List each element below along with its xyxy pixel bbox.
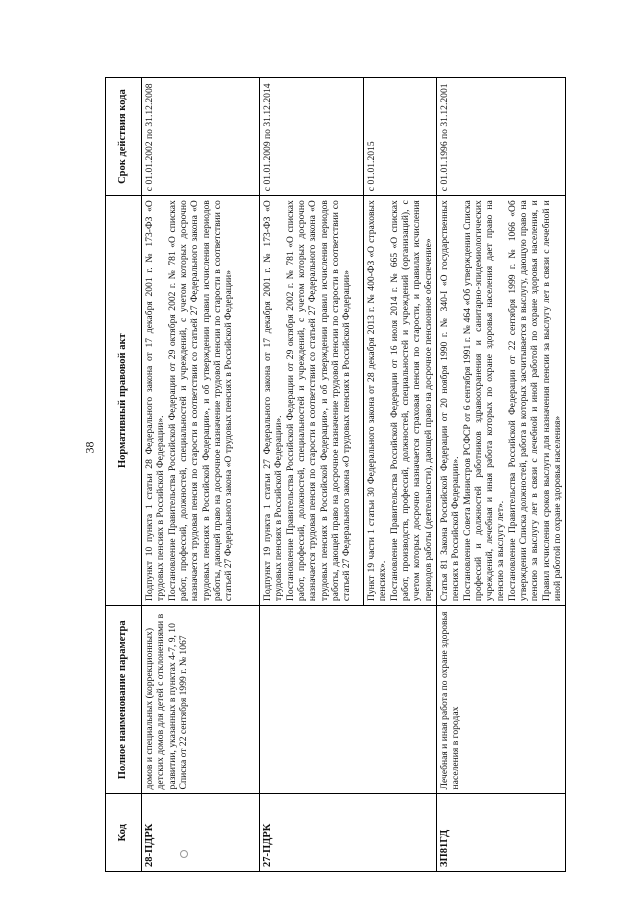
row-period: с 01.01.2002 по 31.12.2008 xyxy=(142,78,260,196)
row-name xyxy=(260,606,437,794)
table-row xyxy=(436,78,565,872)
scan-speck xyxy=(180,850,188,858)
act-paragraph: Пункт 19 части 1 статьи 30 Федерального закона от 28 декабря 2013 г. № 400-ФЗ «О страховых пенсиях». xyxy=(366,200,389,602)
rotated-document xyxy=(105,77,563,872)
act-paragraph: Постановление Правительства Российской Федерации от 22 сентября 1999 г. № 1066 «Об утверждении Списка должностей, работа в которых засчитывается в выслугу, дающую право на пенсию за выслугу лет в связи с лечебной и иной работой по охране здоровья населения, и Правил исчисления сроков выслуги для назначения пенсии за выслугу лет в связи с лечебной и иной работой по охране здоровья населения» xyxy=(506,200,563,602)
row-period: с 01.01.2015 xyxy=(364,78,437,196)
row-act xyxy=(260,196,364,606)
header-code: Код xyxy=(106,794,142,872)
row-code: ЗП81ГД xyxy=(436,794,565,872)
page-number: 38 xyxy=(82,441,97,454)
act-paragraph: Подпункт 10 пункта 1 статьи 28 Федерального закона от 17 декабря 2001 г. № 173-ФЗ «О трудовых пенсиях в Российской Федерации». xyxy=(144,200,167,602)
row-name: домов и специальных (коррекционных) детских домов для детей с отклонениями в развитии, указанных в пунктах 4-7, 9, 10 Списка от 22 сентября 1999 г. № 1067 xyxy=(142,606,260,794)
act-paragraph: Постановление Совета Министров РСФСР от 6 сентября 1991 г. № 464 «Об утверждении Списка профессий и должностей работников здравоохранения и санитарно-эпидемиологических учреждений, лечебная и иная работа которых по охране здоровья населения дает право на пенсию за выслугу лет». xyxy=(461,200,507,602)
act-paragraph: Подпункт 19 пункта 1 статьи 27 Федерального закона от 17 декабря 2001 г. № 173-ФЗ «О трудовых пенсиях в Российской Федерации». xyxy=(262,200,285,602)
header-act: Нормативный правовой акт xyxy=(106,196,142,606)
header-period: Срок действия кода xyxy=(106,78,142,196)
table-row xyxy=(260,78,364,872)
row-period: с 01.01.2009 по 31.12.2014 xyxy=(260,78,364,196)
table-row xyxy=(142,78,260,872)
act-paragraph: Статья 81 Закона Российской Федерации от 20 ноября 1990 г. № 340-I «О государственных пенсиях в Российской Федерации». xyxy=(438,200,462,602)
row-period: с 01.01.1996 по 31.12.2001 xyxy=(436,78,565,196)
row-act xyxy=(436,196,565,606)
row-name: Лечебная и иная работа по охране здоровья населения в городах xyxy=(436,606,565,794)
header-name: Полное наименование параметра xyxy=(106,606,142,794)
codes-table xyxy=(105,77,566,872)
row-code: 27-ПДРК xyxy=(260,794,437,872)
row-act xyxy=(142,196,260,606)
row-act xyxy=(364,196,437,606)
act-paragraph: Постановление Правительства Российской Федерации от 16 июля 2014 г. № 665 «О списках работ, производств, профессий, должностей, специальностей и учреждений (организаций), с учетом которых досрочно назначается страховая пенсия по старости, и правилах исчисления периодов работы (деятельности), дающей право на досрочное пенсионное обеспечение» xyxy=(388,200,434,602)
act-paragraph: Постановление Правительства Российской Федерации от 29 октября 2002 г. № 781 «О списках работ, профессий, должностей, специальностей и учреждений, с учетом которых досрочно назначается трудовая пенсия по старости в соответствии со статьей 27 Федерального закона «О трудовых пенсиях в Российской Федерации», и об утверждении правил исчисления периодов работы, дающей право на досрочное назначение трудовой пенсии по старости в соответствии со статьей 27 Федерального закона «О трудовых пенсиях в Российской Федерации» xyxy=(284,200,353,602)
table-header-row xyxy=(106,78,142,872)
row-code: 28-ПДРК xyxy=(142,794,260,872)
act-paragraph: Постановление Правительства Российской Федерации от 29 октября 2002 г. № 781 «О списках работ, профессий, должностей, специальностей и учреждений, с учетом которых досрочно назначается трудовая пенсия по старости в соответствии со статьей 27 Федерального закона «О трудовых пенсиях в Российской Федерации», и об утверждении правил исчисления периодов работы, дающей право на досрочное назначение трудовой пенсии по старости в соответствии со статьей 27 Федерального закона «О трудовых пенсиях в Российской Федерации» xyxy=(166,200,235,602)
